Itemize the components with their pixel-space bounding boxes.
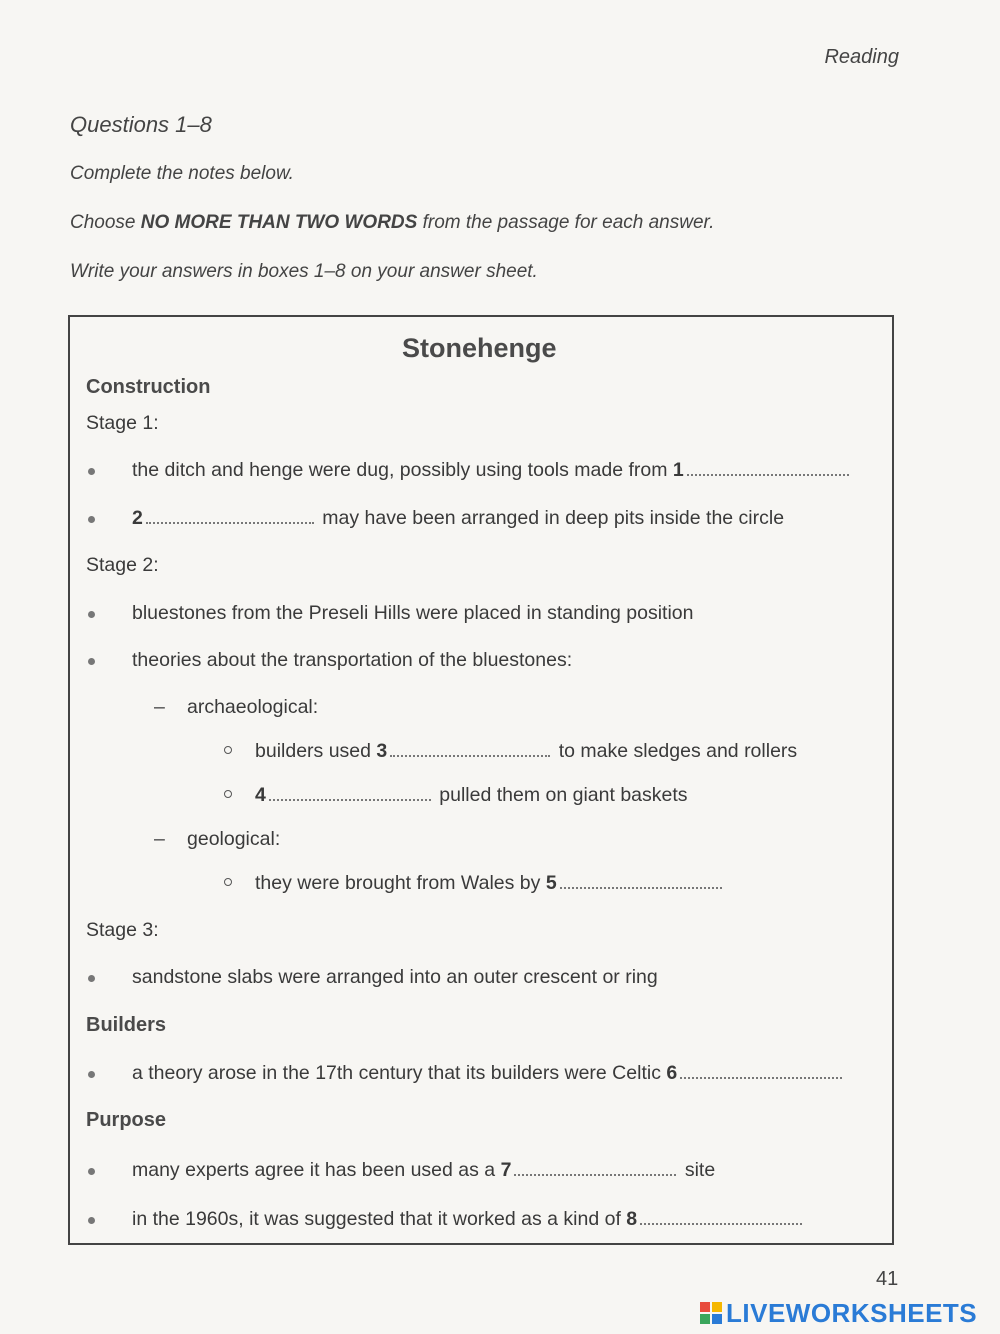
note-builders-celtic: a theory arose in the 17th century that its builders were Celtic 6 — [132, 1062, 845, 1085]
note-stage2-theories: theories about the transportation of the bluestones: — [132, 649, 573, 671]
dash-icon: – — [154, 828, 165, 850]
questions-heading: Questions 1–8 — [70, 112, 212, 137]
answer-blank-5[interactable] — [560, 886, 722, 889]
notes-title: Stonehenge — [402, 333, 557, 363]
answer-blank-4[interactable] — [269, 798, 431, 801]
answer-blank-8[interactable] — [640, 1222, 802, 1225]
circle-bullet-icon — [224, 790, 232, 798]
instruction-answer-sheet: Write your answers in boxes 1–8 on your answer sheet. — [70, 261, 538, 282]
subheading-geological: geological: — [187, 828, 281, 850]
note-stage1-tools: the ditch and henge were dug, possibly using tools made from 1 — [132, 459, 852, 482]
note-purpose-site: many experts agree it has been used as a 7 site — [132, 1159, 716, 1181]
answer-blank-1[interactable] — [687, 473, 849, 476]
instruction-complete-notes: Complete the notes below. — [70, 163, 294, 184]
note-stage3-sandstone: sandstone slabs were arranged into an outer crescent or ring — [132, 966, 658, 988]
note-purpose-1960s: in the 1960s, it was suggested that it worked as a kind of 8 — [132, 1208, 805, 1231]
subheading-archaeological: archaeological: — [187, 696, 319, 718]
stage-2-label: Stage 2: — [86, 554, 159, 576]
logo-text: LIVEWORKSHEETS — [726, 1297, 978, 1328]
notes-box — [68, 315, 894, 1245]
liveworksheets-logo[interactable] — [700, 1299, 977, 1327]
logo-tile-icon — [700, 1302, 710, 1312]
note-arch-sledges: builders used 3 to make sledges and rollers — [255, 740, 798, 762]
bullet-icon — [88, 516, 95, 523]
bullet-icon — [88, 1217, 95, 1224]
bullet-icon — [88, 975, 95, 982]
logo-tile-icon — [700, 1314, 710, 1324]
answer-blank-3[interactable] — [390, 754, 550, 757]
bullet-icon — [88, 658, 95, 665]
bullet-icon — [88, 1071, 95, 1078]
section-purpose: Purpose — [86, 1109, 167, 1131]
stage-1-label: Stage 1: — [86, 412, 159, 434]
answer-blank-7[interactable] — [514, 1173, 676, 1176]
page-number: 41 — [876, 1268, 899, 1290]
instruction-word-limit: Choose NO MORE THAN TWO WORDS from the passage for each answer. — [70, 212, 715, 233]
bullet-icon — [88, 468, 95, 475]
section-builders: Builders — [86, 1014, 167, 1036]
circle-bullet-icon — [224, 878, 232, 886]
stage-3-label: Stage 3: — [86, 919, 159, 941]
note-stage2-bluestones: bluestones from the Preseli Hills were placed in standing position — [132, 602, 694, 624]
logo-tile-icon — [712, 1302, 722, 1312]
dash-icon: – — [154, 696, 165, 718]
bullet-icon — [88, 611, 95, 618]
note-stage1-pits: 2 may have been arranged in deep pits inside the circle — [132, 507, 785, 529]
bullet-icon — [88, 1168, 95, 1175]
note-geo-wales: they were brought from Wales by 5 — [255, 872, 725, 895]
note-arch-baskets: 4 pulled them on giant baskets — [255, 784, 688, 806]
circle-bullet-icon — [224, 746, 232, 754]
section-construction: Construction — [86, 376, 211, 398]
logo-icon — [700, 1302, 722, 1324]
answer-blank-6[interactable] — [680, 1076, 842, 1079]
section-label: Reading — [824, 46, 899, 68]
logo-tile-icon — [712, 1314, 722, 1324]
answer-blank-2[interactable] — [146, 521, 314, 524]
